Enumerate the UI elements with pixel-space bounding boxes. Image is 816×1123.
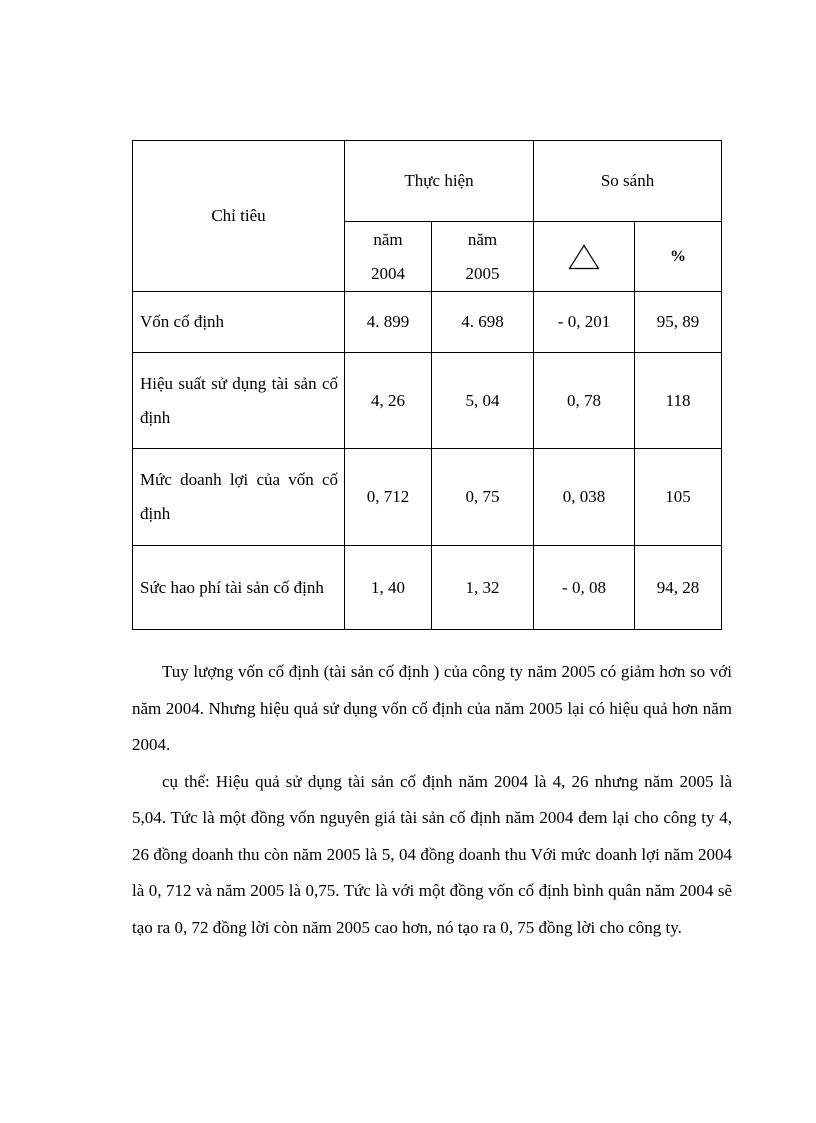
header-year-2004-bottom: 2004 (371, 263, 405, 283)
cell-delta: - 0, 08 (534, 546, 635, 630)
cell-2004: 0, 712 (345, 449, 432, 546)
header-percent: % (635, 222, 722, 292)
paragraph: Tuy lượng vốn cố định (tài sản cố định ) của công ty năm 2005 có giảm hơn so với năm 2004. Nhưng hiệu quả sử dụng vốn cố định của năm 2005 lại có hiệu quả hơn năm 2004. (132, 662, 732, 754)
table-header-row-1 (133, 141, 722, 222)
row-label: Sức hao phí tài sản cố định (133, 546, 345, 630)
table-row (133, 449, 722, 546)
fixed-capital-efficiency-table (132, 140, 722, 630)
table-row (133, 292, 722, 353)
header-year-2005-top: năm (467, 229, 498, 249)
header-actual: Thực hiện (345, 141, 534, 222)
cell-percent: 105 (635, 449, 722, 546)
cell-2004: 4. 899 (345, 292, 432, 353)
cell-2004: 4, 26 (345, 353, 432, 449)
cell-2005: 0, 75 (432, 449, 534, 546)
cell-2005: 5, 04 (432, 353, 534, 449)
row-label: Vốn cố định (133, 292, 345, 353)
triangle-delta-icon (568, 244, 600, 270)
cell-percent: 95, 89 (635, 292, 722, 353)
cell-2005: 1, 32 (432, 546, 534, 630)
header-year-2005-bottom: 2005 (465, 263, 500, 283)
body-text (132, 654, 732, 946)
cell-delta: - 0, 201 (534, 292, 635, 353)
cell-percent: 118 (635, 353, 722, 449)
cell-delta: 0, 78 (534, 353, 635, 449)
table-row (133, 546, 722, 630)
cell-2005: 4. 698 (432, 292, 534, 353)
header-compare: So sánh (534, 141, 722, 222)
cell-delta: 0, 038 (534, 449, 635, 546)
header-year-2004-top: năm (373, 229, 403, 249)
header-indicator: Chỉ tiêu (133, 141, 345, 292)
cell-percent: 94, 28 (635, 546, 722, 630)
header-year-2004 (345, 222, 432, 292)
header-year-2005 (432, 222, 534, 292)
header-delta (534, 222, 635, 292)
cell-2004: 1, 40 (345, 546, 432, 630)
table-row (133, 353, 722, 449)
row-label: Mức doanh lợi của vốn cố định (133, 449, 345, 546)
row-label: Hiệu suất sử dụng tài sản cố định (133, 353, 345, 449)
paragraph: cụ thể: Hiệu quả sử dụng tài sản cố định năm 2004 là 4, 26 nhưng năm 2005 là 5,04. Tức là một đồng vốn nguyên giá tài sản cố định năm 2004 đem lại cho công ty 4, 26 đồng doanh thu còn năm 2005 là 5, 04 đồng doanh thu Với mức doanh lợi năm 2004 là 0, 712 và năm 2005 là 0,75. Tức là với một đồng vốn cố định bình quân năm 2004 sẽ tạo ra 0, 72 đồng lời còn năm 2005 cao hơn, nó tạo ra 0, 75 đồng lời cho công ty. (132, 771, 732, 937)
